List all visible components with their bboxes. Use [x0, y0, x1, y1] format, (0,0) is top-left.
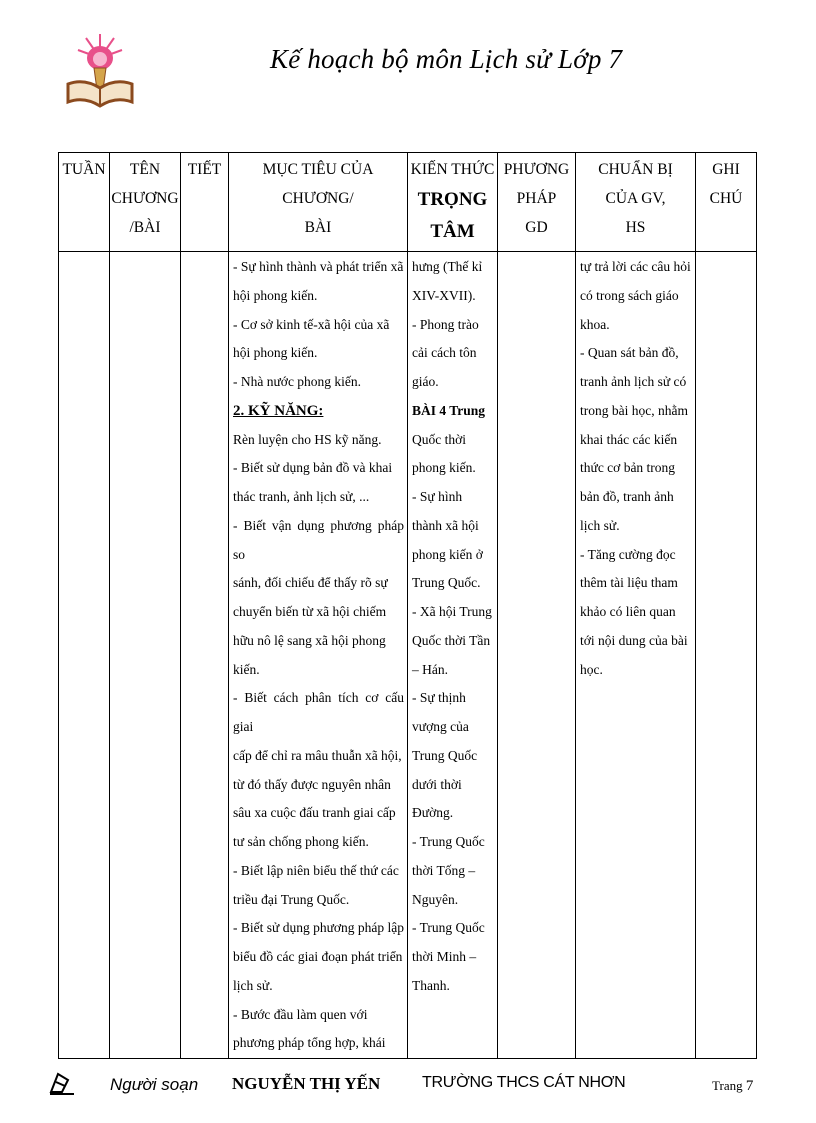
header-phuong-phap: PHƯƠNG PHÁP GD	[498, 153, 576, 252]
text-line: thời Minh –	[412, 949, 477, 964]
author-label: Người soạn	[110, 1075, 199, 1094]
text-line: chuyển biến từ xã hội chiếm	[233, 604, 387, 619]
cell-tiet	[181, 252, 229, 1059]
text-line: triều đại Trung Quốc.	[233, 891, 350, 907]
text-line: thời Tống –	[412, 862, 476, 878]
text-line: - Trung Quốc	[412, 920, 485, 936]
text-line: biểu đồ các giai đoạn phát triển	[233, 949, 403, 964]
text-line: - Sự thịnh	[412, 690, 466, 706]
text-line: bản đồ, tranh ảnh	[580, 489, 674, 504]
cell-tuan	[59, 252, 110, 1059]
text-line: trong bài học, nhằm	[580, 402, 688, 418]
text-line: - Biết sử dụng phương pháp lập	[233, 920, 405, 936]
text-line: - Sự hình	[412, 489, 463, 504]
cell-kien-thuc	[408, 252, 498, 1059]
text-line: có trong sách giáo	[580, 287, 679, 303]
text-line: Quốc thời Tần	[412, 632, 491, 648]
text-line: phong kiến.	[412, 460, 476, 476]
text-line: dưới thời	[412, 776, 462, 792]
text-line: BÀI 4 Trung	[412, 402, 486, 418]
text-line: sâu xa cuộc đấu tranh giai cấp	[233, 805, 396, 821]
text-line: lịch sử.	[233, 977, 273, 993]
text-line: – Hán.	[412, 661, 448, 677]
text-line: tự trả lời các câu hỏi	[580, 259, 691, 274]
text-line: khai thác các kiến	[580, 431, 678, 447]
page-title: Kế hoạch bộ môn Lịch sử Lớp 7	[270, 44, 623, 74]
text-line: tư sản chống phong kiến.	[233, 834, 369, 849]
lesson-plan-table	[58, 152, 757, 1059]
cell-ten-chuong	[110, 252, 181, 1059]
text-line: Nguyên.	[412, 891, 459, 907]
text-line: tới nội dung của bài	[580, 632, 688, 648]
page-number: Trang 7	[712, 1078, 754, 1094]
text-line: thác tranh, ảnh lịch sử, ...	[233, 489, 370, 504]
cell-muc-tieu	[229, 252, 408, 1059]
table-row	[59, 252, 757, 1059]
cell-chuan-bi	[576, 252, 696, 1059]
text-line: - Bước đầu làm quen với	[233, 1006, 368, 1022]
text-line: sánh, đối chiếu để thấy rõ sự	[233, 575, 388, 591]
text-line: - Tăng cường đọc	[580, 546, 676, 562]
text-line: - Biết vận dụng phương pháp so	[233, 517, 404, 562]
author-name: NGUYỄN THỊ YẾN	[232, 1074, 381, 1093]
text-line: cải cách tôn	[412, 345, 477, 361]
text-line: Trung Quốc.	[412, 575, 481, 591]
text-line: - Trung Quốc	[412, 834, 485, 849]
text-line: Đường.	[412, 805, 454, 821]
text-line: vượng của	[412, 719, 469, 734]
text-line: Quốc thời	[412, 431, 467, 447]
text-line: Thanh.	[412, 977, 450, 993]
text-line: phong kiến ở	[412, 546, 483, 562]
school-name: TRƯỜNG THCS CÁT NHƠN	[422, 1074, 626, 1091]
header-tuan: TUẦN	[59, 153, 110, 252]
header-tiet: TIẾT	[181, 153, 229, 252]
text-line: học.	[580, 661, 603, 677]
text-line: hội phong kiến.	[233, 287, 318, 303]
text-line: - Biết lập niên biểu thế thứ các	[233, 862, 399, 878]
text-line: hội phong kiến.	[233, 345, 318, 361]
text-line: Trung Quốc	[412, 747, 478, 763]
cell-phuong-phap	[498, 252, 576, 1059]
book-torch-logo-icon	[64, 28, 136, 110]
header-ghi-chu: GHI CHÚ	[696, 153, 757, 252]
text-line: thêm tài liệu tham	[580, 575, 678, 591]
text-line: XIV-XVII).	[412, 287, 476, 303]
cell-ghi-chu	[696, 252, 757, 1059]
text-line: khoa.	[580, 316, 610, 332]
text-line: lịch sử.	[580, 517, 620, 533]
text-line: kiến.	[233, 661, 260, 677]
text-line: - Phong trào	[412, 316, 479, 332]
text-line: thức cơ bản trong	[580, 460, 676, 476]
text-line: hưng (Thế kỉ	[412, 259, 483, 274]
text-line: tranh ảnh lịch sử có	[580, 374, 687, 389]
text-line: - Biết sử dụng bản đồ và khai	[233, 460, 393, 476]
header-ten-chuong: TÊN CHƯƠNG /BÀI	[110, 153, 181, 252]
text-line: khảo có liên quan	[580, 604, 676, 619]
text-line: 2. KỸ NĂNG:	[233, 402, 324, 419]
table-header-row	[59, 153, 757, 252]
text-line: cấp để chỉ ra mâu thuẫn xã hội,	[233, 747, 402, 763]
text-line: phương pháp tổng hợp, khái	[233, 1035, 386, 1051]
text-line: - Biết cách phân tích cơ cấu giai	[233, 690, 404, 734]
text-line: - Xã hội Trung	[412, 604, 492, 619]
text-line: - Quan sát bản đồ,	[580, 345, 679, 361]
text-line: Rèn luyện cho HS kỹ năng.	[233, 431, 382, 447]
text-line: - Cơ sở kinh tế-xã hội của xã	[233, 316, 390, 332]
header-chuan-bi: CHUẨN BỊ CỦA GV, HS	[576, 153, 696, 252]
text-line: hữu nô lệ sang xã hội phong	[233, 632, 386, 648]
header-muc-tieu: MỤC TIÊU CỦA CHƯƠNG/ BÀI	[229, 153, 408, 252]
text-line: giáo.	[412, 374, 439, 389]
text-line: - Nhà nước phong kiến.	[233, 374, 362, 389]
text-line: - Sự hình thành và phát triển xã	[233, 259, 404, 274]
text-line: thành xã hội	[412, 517, 479, 533]
text-line: từ đó thấy được nguyên nhân	[233, 776, 391, 792]
header-kien-thuc: KIẾN THỨC TRỌNG TÂM	[408, 153, 498, 252]
writing-hand-icon	[48, 1070, 76, 1096]
